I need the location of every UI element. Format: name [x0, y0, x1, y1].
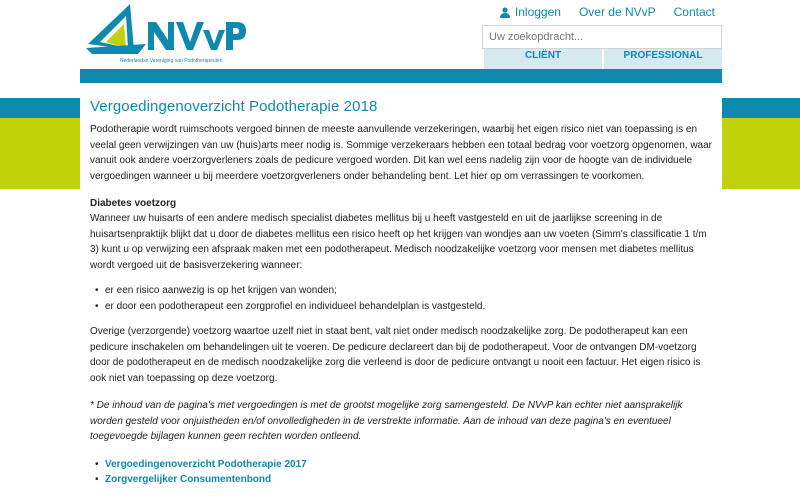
site-header	[0, 0, 800, 98]
about-link[interactable]: Over de NVvP	[578, 5, 656, 19]
link-consumentenbond[interactable]: Zorgvergelijker Consumentenbond	[105, 474, 272, 485]
other-care-paragraph: Overige (verzorgende) voetzorg waartoe uzelf niet in staat bent, valt niet onder medisch noodzakelijke zorg. De podotherapeut kan een pedicure inschakelen om behandelingen uit te voeren. De pedicure declareert dan bij de podotherapeut. Voor de ontvangen DM-voetzorg door de podotherapeut en de medisch noodzakelijke zorg die verleend is door de pedicure ontvangt u nooit een factuur. Het eigen risico is ook niet van toepassing op deze voetzorg.	[90, 326, 701, 384]
section-paragraph: Wanneer uw huisarts of een andere medisch specialist diabetes mellitus bij u heeft vastgesteld en uit de jaarlijkse screening in de huisartsenpraktijk blijkt dat u door de diabetes mellitus een risico heeft op het krijgen van wondjes aan uw voeten (Simm's classificatie 1 t/m 3) kunt u op verwijzing een afspraak maken met een podotherapeut. Medisch noodzakelijke voetzorg voor mensen met diabetes mellitus wordt vergoed uit de basisverzekering wanneer:	[90, 213, 707, 271]
login-label: Inloggen	[514, 5, 561, 19]
audience-tabs	[484, 49, 722, 69]
related-links	[95, 457, 713, 488]
search-input[interactable]	[483, 26, 721, 48]
search-box	[482, 25, 722, 49]
header-accent-bar	[80, 69, 722, 83]
logo-tagline: Nederlandse Vereniging van Podotherapeuten	[120, 58, 223, 64]
login-link[interactable]	[500, 5, 561, 19]
user-icon	[500, 7, 510, 18]
related-link-item	[95, 457, 713, 473]
disclaimer: * De inhoud van de pagina's met vergoedingen is met de grootst mogelijke zorg samengesteld. De NVvP kan echter niet aansprakelijk worden gesteld voor onjuistheden en/of onvolledigheden in de verstrekte informatie. Aan de inhoud van deze pagina's en eventueel toegevoegde bijlagen kunnen geen rechten worden ontleend.	[90, 400, 683, 442]
link-overview-2017[interactable]: Vergoedingenoverzicht Podotherapie 2017	[105, 458, 307, 470]
criteria-list	[95, 283, 713, 314]
contact-link[interactable]: Contact	[673, 5, 715, 19]
tab-professional[interactable]: PROFESSIONAL	[604, 49, 722, 69]
page-title: Vergoedingenoverzicht Podotherapie 2018	[90, 98, 378, 115]
intro-paragraph: Podotherapie wordt ruimschoots vergoed binnen de meeste aanvullende verzekeringen, waarbij het eigen risico niet van toepassing is en veelal geen verwijzingen van uw (huis)arts meer nodig is. Sommige verzekeraars hebben een totaal bedrag voor voetzorg opgenomen, waar vanuit ook andere voerzorgverleners zoals de pedicure vergoed worden. Dit kan wel eens nadelig zijn voor de hoogte van de individuele vergoedingen wanneer u bij meerdere voetzorgverleners onder behandeling bent. Let hier op om verrassingen te voorkomen.	[90, 124, 713, 182]
list-item: • er een risico aanwezig is op het krijgen van wonden;	[95, 283, 713, 299]
section-heading: Diabetes voetzorg	[90, 198, 177, 209]
main-content	[80, 92, 722, 498]
list-item: • er door een podotherapeut een zorgprofiel en individueel behandelplan is vastgesteld.	[95, 299, 713, 315]
top-navigation	[500, 5, 715, 19]
tab-client[interactable]: CLIËNT	[484, 49, 602, 69]
related-link-item	[95, 472, 713, 488]
